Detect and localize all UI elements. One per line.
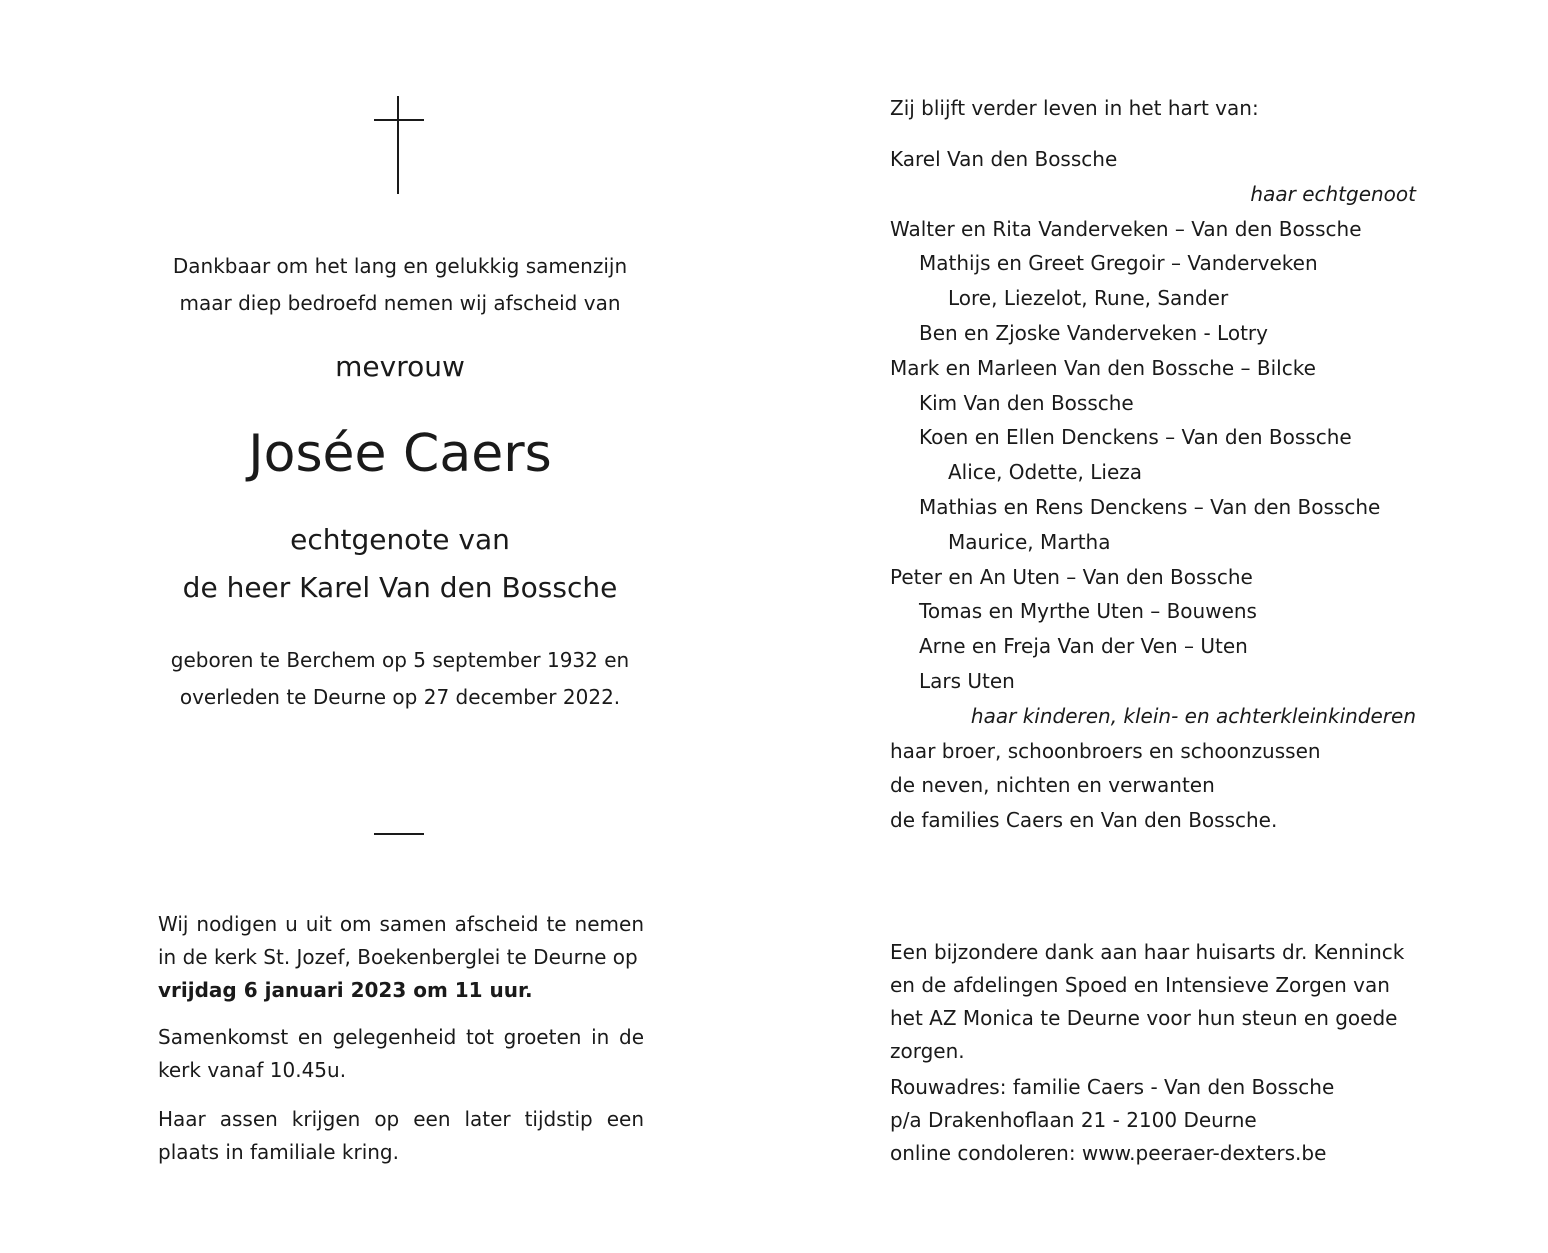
died-line: overleden te Deurne op 27 december 2022. — [179, 685, 621, 709]
family-member-line: de neven, nichten en verwanten — [890, 773, 1215, 798]
family-member-line: Koen en Ellen Denckens – Van den Bossche — [919, 425, 1352, 450]
family-member-line: Tomas en Myrthe Uten – Bouwens — [919, 599, 1257, 624]
mourners-heading: Zij blijft verder leven in het hart van: — [890, 96, 1259, 120]
family-member-line: Lore, Liezelot, Rune, Sander — [948, 286, 1229, 311]
family-member-line: Mark en Marleen Van den Bossche – Bilcke — [890, 355, 1316, 380]
family-list — [890, 142, 1416, 838]
family-member-line: Mathias en Rens Denckens – Van den Bossche — [919, 494, 1381, 519]
address-line-2: p/a Drakenhoflaan 21 - 2100 Deurne — [890, 1108, 1257, 1132]
family-member-line: Walter en Rita Vanderveken – Van den Bossche — [890, 216, 1362, 241]
family-member-line: Peter en An Uten – Van den Bossche — [890, 564, 1253, 589]
intro-text — [100, 248, 700, 322]
family-member-line: Mathijs en Greet Gregoir – Vanderveken — [919, 251, 1318, 276]
ashes-text: Haar assen krijgen op een later tijdstip een plaats in familiale kring. — [158, 1107, 644, 1164]
relation-label: haar echtgenoot — [1250, 181, 1416, 206]
family-member-line: Kim Van den Bossche — [919, 390, 1134, 415]
invite-date: vrijdag 6 januari 2023 om 11 uur. — [158, 978, 533, 1002]
gathering-text: Samenkomst en gelegenheid tot groeten in de kerk vanaf 10.45u. — [158, 1025, 644, 1082]
family-member-line: Lars Uten — [919, 668, 1015, 693]
divider-dash — [374, 833, 424, 835]
right-page — [800, 0, 1548, 1253]
spouse-line-1: echtgenote van — [290, 523, 510, 556]
spouse-text — [100, 516, 700, 612]
funeral-invitation — [158, 908, 644, 1007]
address-block — [890, 1071, 1416, 1170]
family-member-line: Arne en Freja Van der Ven – Uten — [919, 634, 1248, 659]
intro-line-2: maar diep bedroefd nemen wij afscheid van — [179, 291, 621, 315]
deceased-name: Josée Caers — [248, 424, 552, 484]
family-member-line: Alice, Odette, Lieza — [948, 460, 1143, 485]
relation-label: haar kinderen, klein- en achterkleinkinderen — [970, 703, 1416, 728]
family-member-line: de families Caers en Van den Bossche. — [890, 808, 1278, 833]
address-line-1: Rouwadres: familie Caers - Van den Bossche — [890, 1075, 1335, 1099]
address-line-3: online condoleren: www.peeraer-dexters.be — [890, 1141, 1327, 1165]
family-member-line: Ben en Zjoske Vanderveken - Lotry — [919, 320, 1268, 345]
family-member-line: Karel Van den Bossche — [890, 147, 1118, 171]
cross-icon — [374, 96, 424, 194]
life-dates — [100, 642, 700, 716]
thanks-text: Een bijzondere dank aan haar huisarts dr. Kenninck en de afdelingen Spoed en Intensieve Zorgen van het AZ Monica te Deurne voor hun steun en goede zorgen. — [890, 940, 1405, 1063]
family-member-line: haar broer, schoonbroers en schoonzussen — [890, 738, 1321, 763]
family-member-line: Maurice, Martha — [948, 529, 1111, 554]
invite-text: Wij nodigen u uit om samen afscheid te nemen in de kerk St. Jozef, Boekenberglei te Deurne op — [158, 912, 644, 969]
intro-line-1: Dankbaar om het lang en gelukkig samenzijn — [172, 254, 628, 278]
title-mevrouw: mevrouw — [335, 350, 465, 383]
born-line: geboren te Berchem op 5 september 1932 en — [170, 648, 630, 672]
spouse-line-2: de heer Karel Van den Bossche — [182, 571, 618, 604]
